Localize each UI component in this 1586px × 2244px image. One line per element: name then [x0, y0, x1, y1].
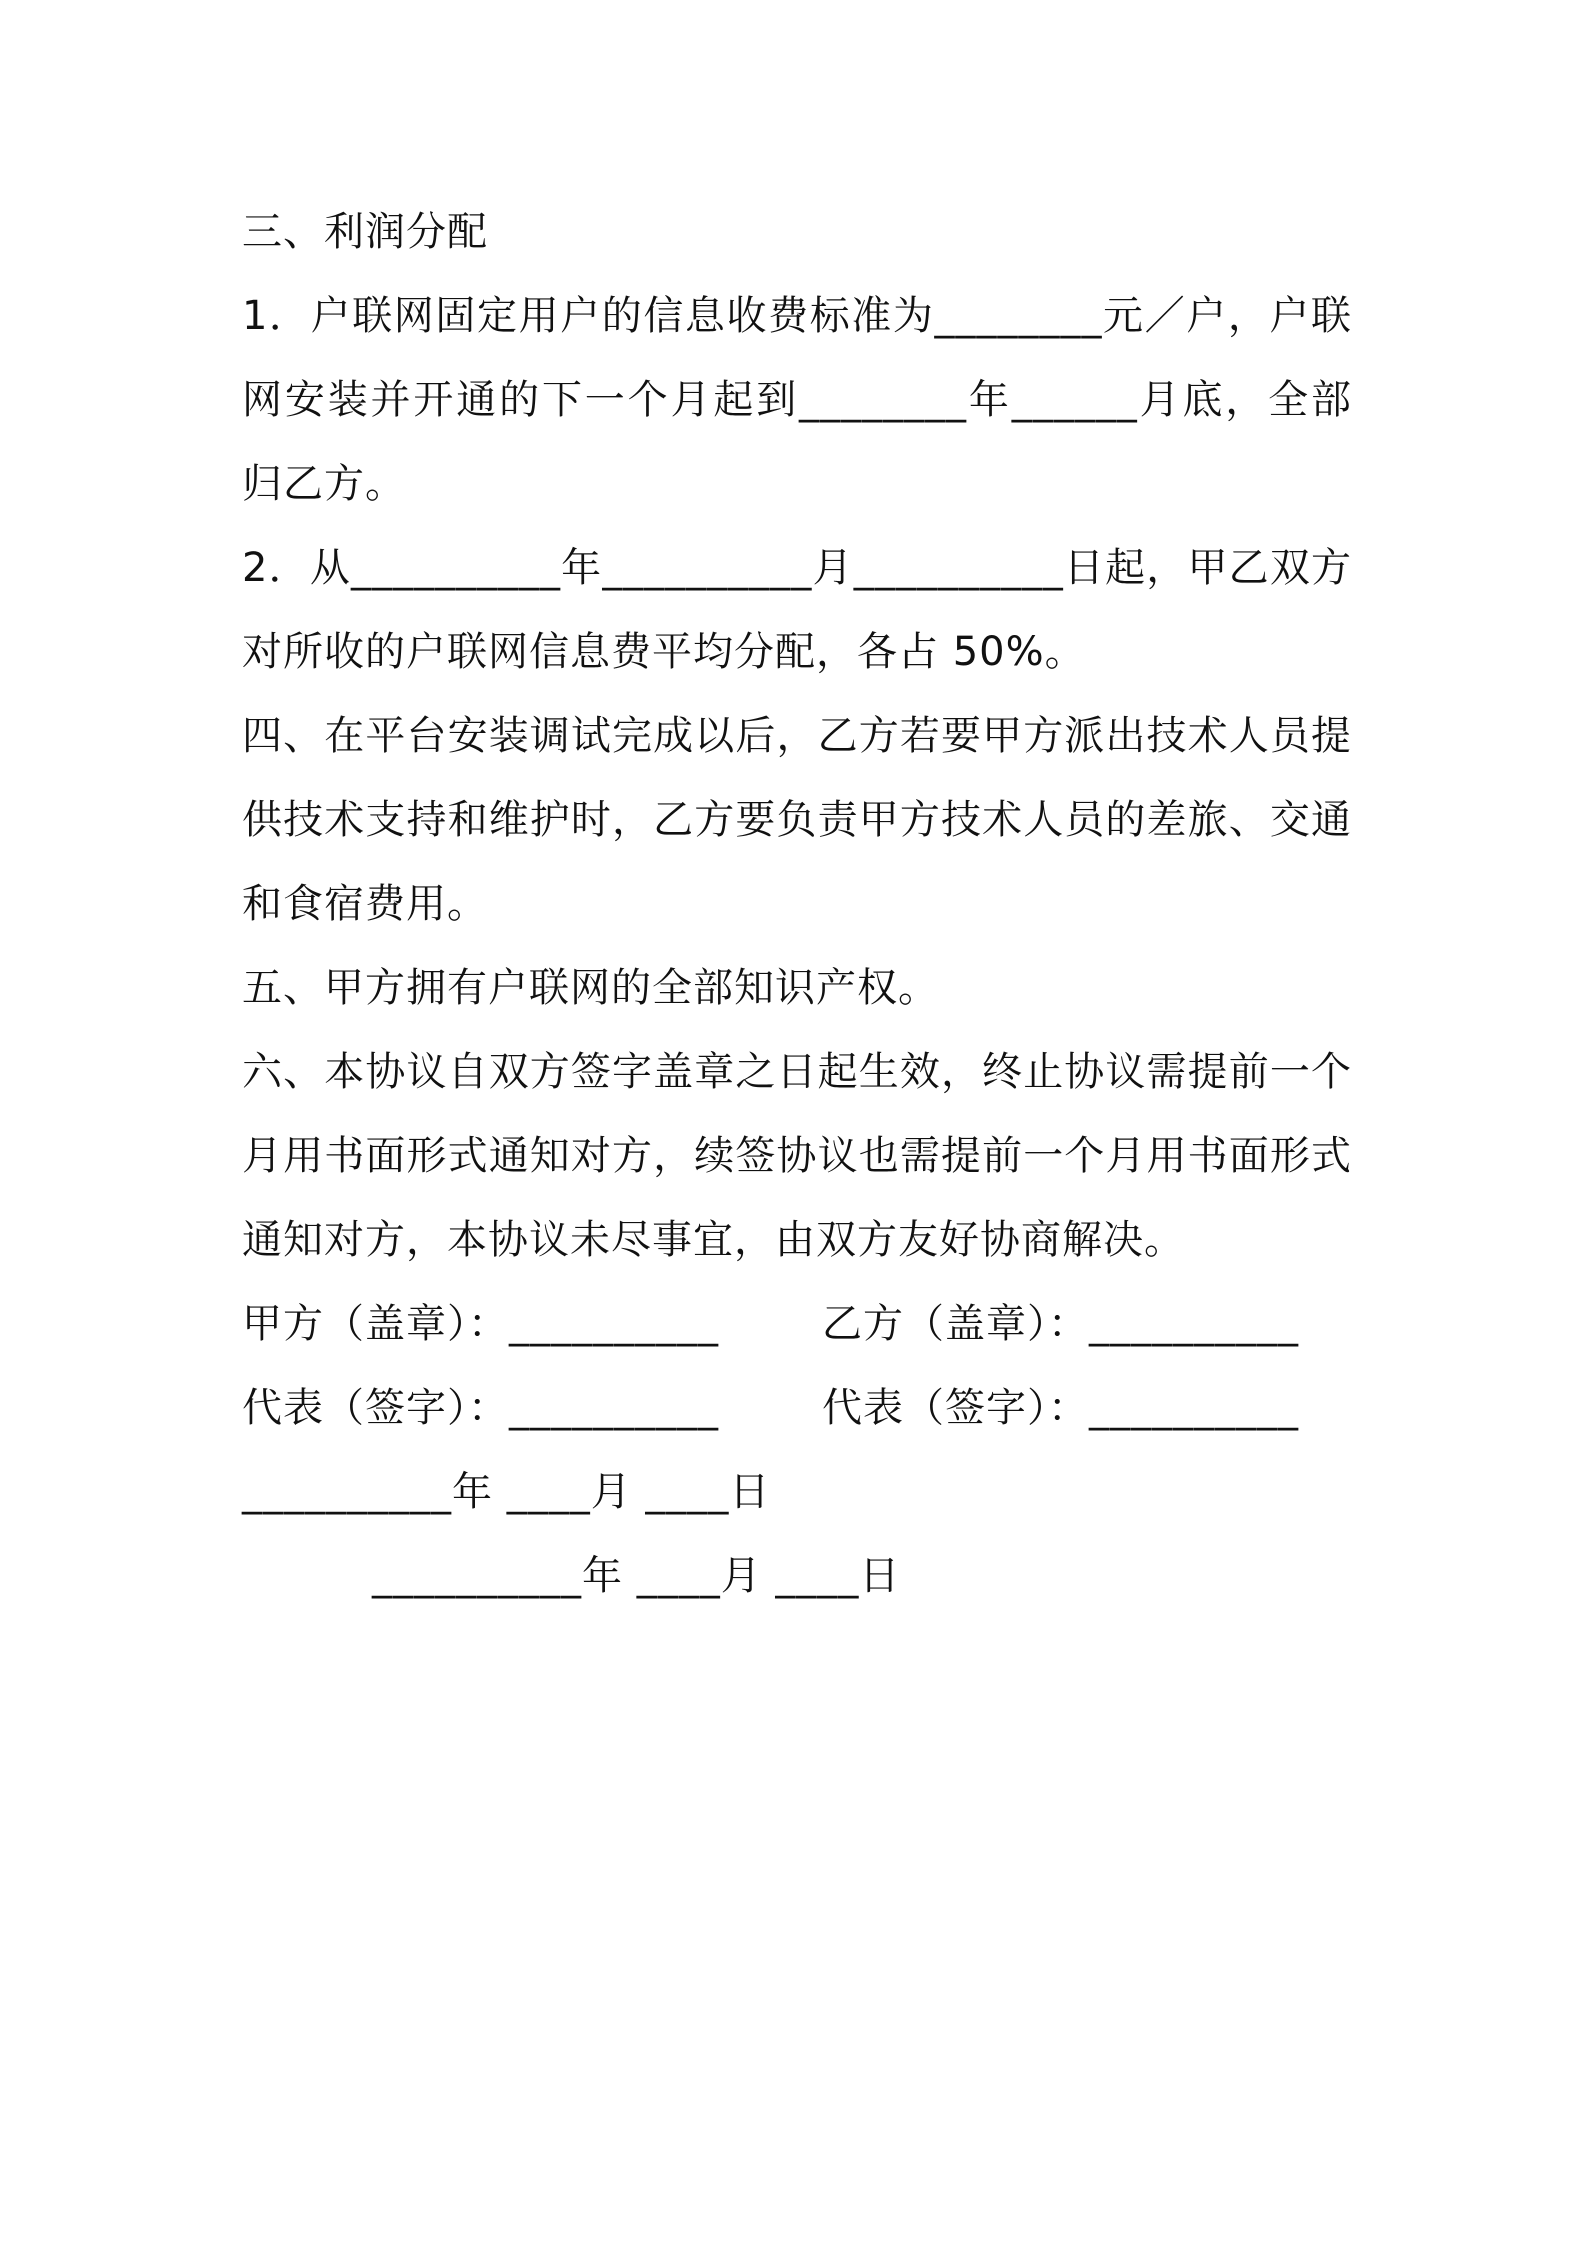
document-body — [242, 190, 1352, 1618]
seal-row — [242, 1282, 1352, 1366]
representative-row — [242, 1366, 1352, 1450]
party-a-date: __________年 ____月 ____日 — [242, 1469, 771, 1515]
party-b-representative: 代表（签字）：__________ — [822, 1385, 1299, 1431]
section-3-title: 三、利润分配 — [242, 209, 488, 255]
party-a-seal: 甲方（盖章）：__________ — [242, 1301, 719, 1347]
party-b-seal: 乙方（盖章）：__________ — [822, 1301, 1299, 1347]
section-5: 五、甲方拥有户联网的全部知识产权。 — [242, 965, 939, 1011]
section-4: 四、在平台安装调试完成以后，乙方若要甲方派出技术人员提供技术支持和维护时，乙方要负责甲方技术人员的差旅、交通和食宿费用。 — [242, 713, 1352, 927]
section-6: 六、本协议自双方签字盖章之日起生效，终止协议需提前一个月用书面形式通知对方，续签协议也需提前一个月用书面形式通知对方，本协议未尽事宜，由双方友好协商解决。 — [242, 1049, 1352, 1263]
date-block — [242, 1450, 1352, 1618]
clause-1: 1．户联网固定用户的信息收费标准为________元／户，户联网安装并开通的下一个月起到________年______月底，全部归乙方。 — [242, 293, 1352, 507]
party-b-date: __________年 ____月 ____日 — [372, 1553, 901, 1599]
party-a-representative: 代表（签字）：__________ — [242, 1385, 719, 1431]
clause-2: 2．从__________年__________月__________日起，甲乙双方对所收的户联网信息费平均分配，各占 50%。 — [242, 545, 1352, 675]
